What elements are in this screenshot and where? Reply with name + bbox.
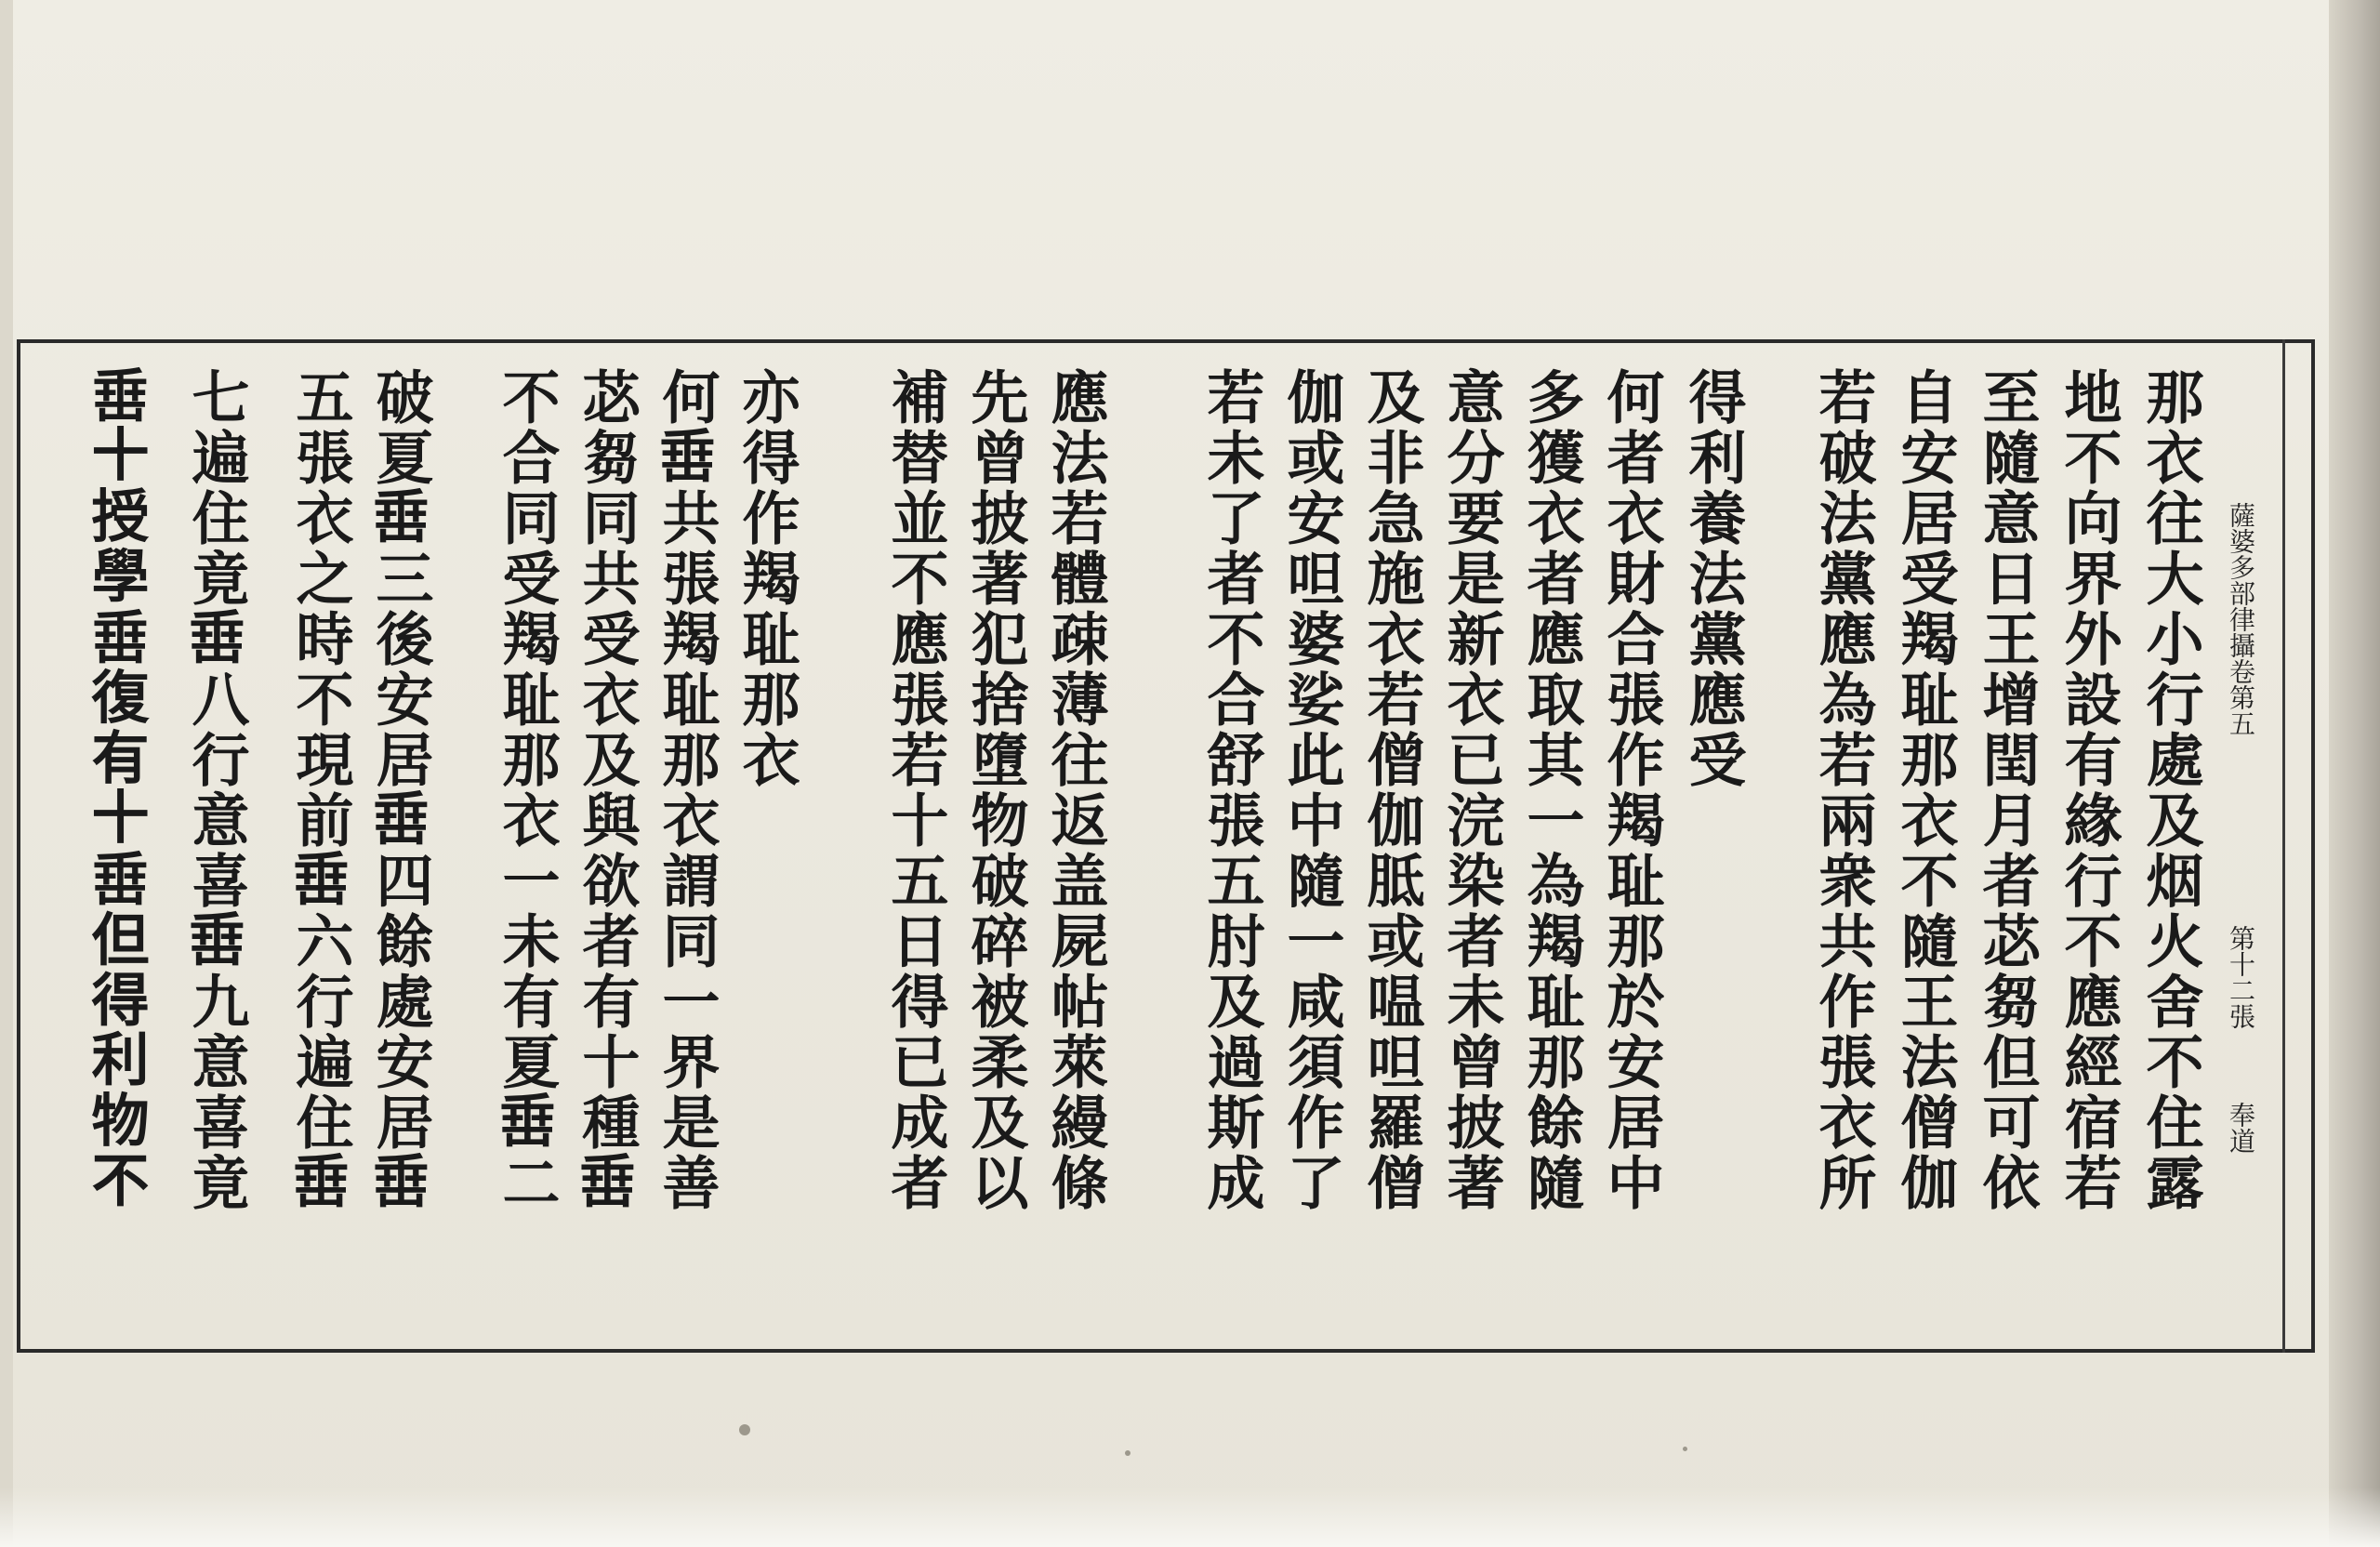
text-column: 地不向界外設有緣行不應經宿若 [2055, 367, 2122, 1213]
text-column: 補替並不應張若十五日得已成者 [881, 367, 949, 1213]
page-left-edge [0, 0, 13, 1547]
text-column: 若未了者不合舒張五肘及過斯成 [1197, 367, 1265, 1213]
text-column: 及非急施衣若僧伽胝或嗢呾羅僧 [1357, 367, 1425, 1213]
ink-speck [1125, 1450, 1130, 1456]
ink-speck [739, 1424, 750, 1435]
text-block-border [17, 339, 2315, 1353]
text-column: 不合同受羯耻那衣一未有夏𡸁二 [493, 367, 561, 1213]
ink-speck [1683, 1447, 1687, 1451]
text-column: 先曾披著犯捨墮物破碎被柔及以 [961, 367, 1029, 1213]
text-column: 應法若體疎薄往返盖屍帖萊縵條 [1041, 367, 1109, 1213]
text-column: 若破法黨應為若兩衆共作張衣所 [1809, 367, 1877, 1213]
margin-book-title: 薩婆多部律攝卷第五 [2226, 502, 2256, 736]
text-column: 那衣往大小行處及烟火舍不住露 [2136, 367, 2204, 1213]
text-column: 多獲衣者應取其一為羯耻那餘隨 [1517, 367, 1585, 1213]
text-column: 至隨意日王增閏月者苾芻但可依 [1973, 367, 2041, 1213]
text-column: 意分要是新衣已浣染者未曾披著 [1437, 367, 1505, 1213]
text-column: 苾芻同共受衣及與欲者有十種𡸁 [573, 367, 641, 1213]
margin-divider-line [2282, 339, 2285, 1353]
page-binding-edge [2329, 0, 2380, 1547]
text-column: 五張衣之時不現前𡸁六行遍住𡸁 [286, 367, 354, 1213]
text-column: 𡸁十授學𡸁復有十𡸁但得利物不 [86, 367, 153, 1213]
page-bottom-fade [0, 1488, 2380, 1547]
text-column: 得利養法黨應受 [1679, 367, 1747, 790]
text-column: 破夏𡸁三後安居𡸁四餘處安居𡸁 [366, 367, 434, 1213]
margin-carver-name: 奉道 [2226, 1102, 2256, 1154]
text-column: 自安居受羯耻那衣不隨王法僧伽 [1891, 367, 1959, 1213]
text-column: 亦得作羯耻那衣 [733, 367, 800, 790]
text-column: 何者衣財合張作羯耻那於安居中 [1597, 367, 1665, 1213]
text-column: 七遍住竟𡸁八行意喜𡸁九意喜竟 [182, 367, 250, 1213]
text-column: 伽或安呾婆娑此中隨一咸須作了 [1277, 367, 1345, 1213]
margin-page-number: 第十二張 [2226, 925, 2256, 1029]
text-column: 何𡸁共張羯耻那衣謂同一界是善 [653, 367, 721, 1213]
